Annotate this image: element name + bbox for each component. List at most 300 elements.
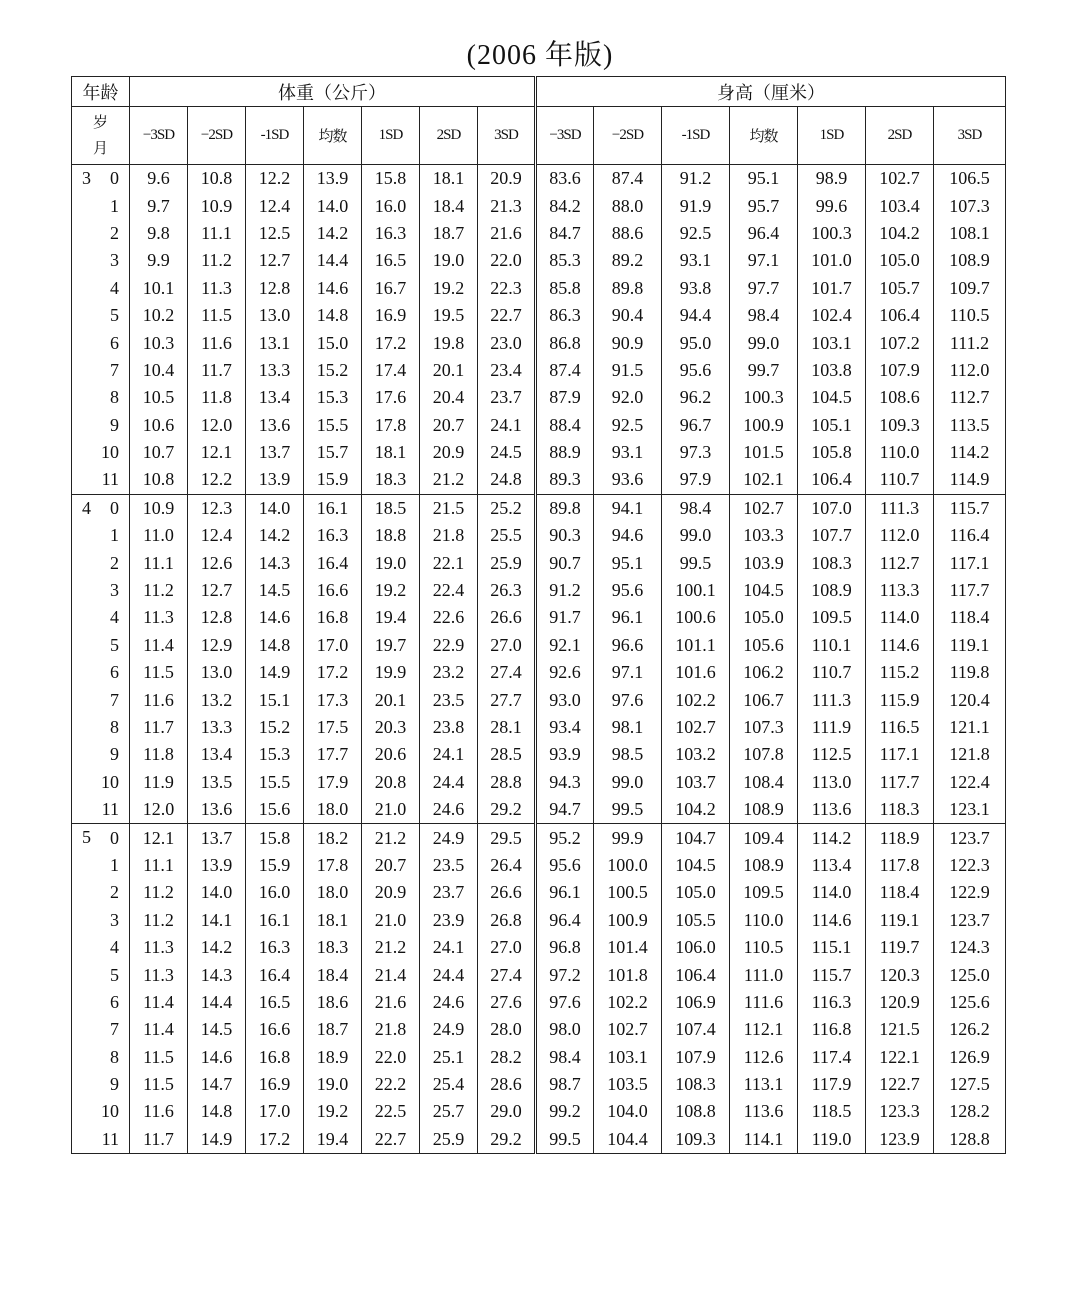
age-month: 0 — [110, 497, 119, 518]
height-cell: 117.8 — [866, 852, 934, 879]
weight-cell: 14.1 — [188, 907, 246, 934]
weight-cell: 14.0 — [188, 879, 246, 906]
table-row — [72, 714, 1006, 741]
table-row — [72, 275, 1006, 302]
weight-cell: 22.0 — [478, 247, 536, 274]
age-month: 11 — [101, 1128, 119, 1149]
height-cell: 118.5 — [798, 1098, 866, 1125]
height-cell: 121.1 — [934, 714, 1006, 741]
weight-col-header: 1SD — [362, 107, 420, 165]
age-month: 4 — [110, 277, 119, 298]
height-cell: 110.1 — [798, 632, 866, 659]
age-cell — [72, 357, 130, 384]
weight-cell: 24.6 — [420, 796, 478, 824]
weight-cell: 14.7 — [188, 1071, 246, 1098]
height-cell: 104.4 — [594, 1126, 662, 1154]
weight-cell: 25.9 — [478, 549, 536, 576]
age-month: 5 — [110, 964, 119, 985]
weight-cell: 21.6 — [362, 989, 420, 1016]
weight-cell: 20.7 — [362, 852, 420, 879]
height-cell: 116.3 — [798, 989, 866, 1016]
weight-cell: 15.5 — [304, 412, 362, 439]
weight-cell: 24.1 — [478, 412, 536, 439]
height-cell: 123.7 — [934, 907, 1006, 934]
height-cell: 94.7 — [536, 796, 594, 824]
height-cell: 97.7 — [730, 275, 798, 302]
height-cell: 112.7 — [934, 384, 1006, 411]
height-cell: 122.4 — [934, 769, 1006, 796]
weight-cell: 23.5 — [420, 852, 478, 879]
height-cell: 101.8 — [594, 961, 662, 988]
height-cell: 99.5 — [662, 549, 730, 576]
height-cell: 88.9 — [536, 439, 594, 466]
weight-cell: 14.5 — [246, 577, 304, 604]
height-cell: 115.7 — [798, 961, 866, 988]
height-cell: 102.4 — [798, 302, 866, 329]
height-cell: 107.3 — [730, 714, 798, 741]
weight-cell: 15.0 — [304, 329, 362, 356]
weight-cell: 14.8 — [188, 1098, 246, 1125]
weight-cell: 22.2 — [362, 1071, 420, 1098]
weight-cell: 11.9 — [130, 769, 188, 796]
weight-cell: 16.1 — [246, 907, 304, 934]
weight-cell: 12.7 — [188, 577, 246, 604]
height-cell: 101.6 — [662, 659, 730, 686]
weight-cell: 12.6 — [188, 549, 246, 576]
height-cell: 112.0 — [866, 522, 934, 549]
height-cell: 111.9 — [798, 714, 866, 741]
weight-cell: 26.3 — [478, 577, 536, 604]
weight-cell: 19.5 — [420, 302, 478, 329]
weight-cell: 20.1 — [420, 357, 478, 384]
age-month: 6 — [110, 991, 119, 1012]
weight-cell: 11.2 — [130, 879, 188, 906]
weight-cell: 11.4 — [130, 632, 188, 659]
weight-cell: 12.1 — [188, 439, 246, 466]
weight-cell: 19.8 — [420, 329, 478, 356]
age-month: 0 — [110, 827, 119, 848]
weight-cell: 17.5 — [304, 714, 362, 741]
age-cell — [72, 549, 130, 576]
weight-cell: 9.9 — [130, 247, 188, 274]
height-cell: 98.9 — [798, 165, 866, 193]
weight-cell: 16.9 — [246, 1071, 304, 1098]
weight-cell: 26.6 — [478, 604, 536, 631]
weight-cell: 27.4 — [478, 961, 536, 988]
height-cell: 111.0 — [730, 961, 798, 988]
height-cell: 99.0 — [594, 769, 662, 796]
height-cell: 96.7 — [662, 412, 730, 439]
weight-cell: 23.7 — [478, 384, 536, 411]
weight-cell: 24.1 — [420, 934, 478, 961]
height-cell: 120.4 — [934, 686, 1006, 713]
height-cell: 108.8 — [662, 1098, 730, 1125]
weight-cell: 20.7 — [420, 412, 478, 439]
height-cell: 95.7 — [730, 192, 798, 219]
height-cell: 120.3 — [866, 961, 934, 988]
table-row — [72, 384, 1006, 411]
age-cell — [72, 302, 130, 329]
table-row — [72, 357, 1006, 384]
table-row — [72, 577, 1006, 604]
height-cell: 102.7 — [662, 714, 730, 741]
height-cell: 106.4 — [798, 466, 866, 494]
height-cell: 119.7 — [866, 934, 934, 961]
height-cell: 89.3 — [536, 466, 594, 494]
height-cell: 97.6 — [536, 989, 594, 1016]
weight-cell: 13.7 — [188, 824, 246, 852]
height-cell: 117.1 — [866, 741, 934, 768]
weight-cell: 18.3 — [304, 934, 362, 961]
height-cell: 90.3 — [536, 522, 594, 549]
weight-cell: 10.9 — [130, 494, 188, 522]
weight-cell: 11.7 — [130, 714, 188, 741]
height-cell: 114.9 — [934, 466, 1006, 494]
weight-cell: 13.6 — [188, 796, 246, 824]
height-cell: 117.7 — [934, 577, 1006, 604]
weight-cell: 16.6 — [304, 577, 362, 604]
height-cell: 107.7 — [798, 522, 866, 549]
weight-cell: 21.0 — [362, 796, 420, 824]
height-cell: 117.1 — [934, 549, 1006, 576]
age-month: 5 — [110, 305, 119, 326]
weight-cell: 16.6 — [246, 1016, 304, 1043]
weight-cell: 26.4 — [478, 852, 536, 879]
height-cell: 96.4 — [536, 907, 594, 934]
weight-cell: 10.2 — [130, 302, 188, 329]
table-row — [72, 907, 1006, 934]
height-cell: 106.4 — [662, 961, 730, 988]
weight-col-header: 3SD — [478, 107, 536, 165]
height-cell: 93.0 — [536, 686, 594, 713]
height-cell: 98.4 — [536, 1044, 594, 1071]
height-cell: 114.0 — [798, 879, 866, 906]
height-cell: 106.7 — [730, 686, 798, 713]
height-cell: 114.6 — [866, 632, 934, 659]
weight-cell: 10.3 — [130, 329, 188, 356]
height-group-header: 身高（厘米） — [536, 77, 1006, 107]
height-cell: 95.6 — [594, 577, 662, 604]
table-row — [72, 989, 1006, 1016]
age-year: 3 — [82, 168, 91, 188]
height-cell: 114.6 — [798, 907, 866, 934]
height-cell: 113.6 — [730, 1098, 798, 1125]
weight-cell: 18.0 — [304, 879, 362, 906]
weight-cell: 12.8 — [188, 604, 246, 631]
height-cell: 96.6 — [594, 632, 662, 659]
weight-cell: 16.5 — [246, 989, 304, 1016]
height-cell: 111.6 — [730, 989, 798, 1016]
weight-cell: 21.8 — [362, 1016, 420, 1043]
weight-cell: 21.6 — [478, 220, 536, 247]
height-cell: 103.4 — [866, 192, 934, 219]
weight-cell: 11.7 — [188, 357, 246, 384]
weight-cell: 16.4 — [246, 961, 304, 988]
age-month: 10 — [101, 1101, 119, 1122]
height-cell: 86.8 — [536, 329, 594, 356]
age-cell — [72, 741, 130, 768]
weight-cell: 18.7 — [304, 1016, 362, 1043]
height-cell: 89.8 — [536, 494, 594, 522]
weight-cell: 11.3 — [130, 604, 188, 631]
weight-cell: 13.9 — [188, 852, 246, 879]
age-cell — [72, 961, 130, 988]
weight-cell: 14.8 — [304, 302, 362, 329]
weight-cell: 9.6 — [130, 165, 188, 193]
weight-cell: 28.1 — [478, 714, 536, 741]
height-cell: 128.2 — [934, 1098, 1006, 1125]
age-header: 年龄 — [72, 77, 130, 107]
weight-cell: 18.7 — [420, 220, 478, 247]
weight-cell: 14.2 — [246, 522, 304, 549]
height-cell: 113.1 — [730, 1071, 798, 1098]
weight-cell: 15.9 — [304, 466, 362, 494]
age-month: 4 — [110, 937, 119, 958]
weight-cell: 16.8 — [246, 1044, 304, 1071]
height-cell: 90.7 — [536, 549, 594, 576]
height-cell: 96.1 — [536, 879, 594, 906]
height-cell: 118.9 — [866, 824, 934, 852]
height-cell: 101.1 — [662, 632, 730, 659]
height-cell: 100.3 — [730, 384, 798, 411]
height-cell: 106.0 — [662, 934, 730, 961]
height-cell: 103.3 — [730, 522, 798, 549]
height-cell: 123.9 — [866, 1126, 934, 1154]
height-cell: 109.3 — [866, 412, 934, 439]
age-month-label: 月 — [92, 140, 108, 157]
height-cell: 113.5 — [934, 412, 1006, 439]
age-cell — [72, 824, 130, 852]
age-month: 1 — [110, 195, 119, 216]
table-row — [72, 824, 1006, 852]
age-month: 1 — [110, 525, 119, 546]
weight-cell: 26.8 — [478, 907, 536, 934]
height-cell: 92.1 — [536, 632, 594, 659]
height-cell: 86.3 — [536, 302, 594, 329]
height-cell: 93.4 — [536, 714, 594, 741]
weight-cell: 17.8 — [304, 852, 362, 879]
height-cell: 98.7 — [536, 1071, 594, 1098]
height-cell: 105.5 — [662, 907, 730, 934]
age-cell — [72, 466, 130, 494]
height-cell: 104.2 — [662, 796, 730, 824]
age-month: 11 — [101, 469, 119, 490]
height-cell: 115.2 — [866, 659, 934, 686]
height-cell: 94.6 — [594, 522, 662, 549]
weight-cell: 25.1 — [420, 1044, 478, 1071]
weight-cell: 16.8 — [304, 604, 362, 631]
height-cell: 119.1 — [866, 907, 934, 934]
weight-cell: 16.4 — [304, 549, 362, 576]
weight-cell: 11.3 — [188, 275, 246, 302]
height-cell: 110.7 — [866, 466, 934, 494]
weight-cell: 20.9 — [362, 879, 420, 906]
age-cell — [72, 1044, 130, 1071]
height-cell: 83.6 — [536, 165, 594, 193]
weight-cell: 12.4 — [188, 522, 246, 549]
height-cell: 118.4 — [866, 879, 934, 906]
age-cell — [72, 1098, 130, 1125]
height-cell: 91.2 — [662, 165, 730, 193]
height-col-header: 均数 — [730, 107, 798, 165]
height-cell: 107.4 — [662, 1016, 730, 1043]
height-cell: 122.1 — [866, 1044, 934, 1071]
weight-cell: 21.3 — [478, 192, 536, 219]
weight-cell: 21.0 — [362, 907, 420, 934]
weight-cell: 23.7 — [420, 879, 478, 906]
weight-cell: 11.4 — [130, 1016, 188, 1043]
age-cell — [72, 796, 130, 824]
weight-cell: 14.8 — [246, 632, 304, 659]
age-month: 7 — [110, 689, 119, 710]
weight-cell: 13.2 — [188, 686, 246, 713]
table-body — [72, 165, 1006, 1154]
table-row — [72, 522, 1006, 549]
weight-cell: 9.8 — [130, 220, 188, 247]
weight-cell: 11.4 — [130, 989, 188, 1016]
age-month: 6 — [110, 332, 119, 353]
height-cell: 97.1 — [730, 247, 798, 274]
height-cell: 93.6 — [594, 466, 662, 494]
weight-cell: 24.1 — [420, 741, 478, 768]
weight-cell: 11.5 — [130, 659, 188, 686]
height-cell: 95.6 — [536, 852, 594, 879]
weight-cell: 11.2 — [130, 577, 188, 604]
age-cell — [72, 714, 130, 741]
height-cell: 104.5 — [730, 577, 798, 604]
height-cell: 92.0 — [594, 384, 662, 411]
height-cell: 115.9 — [866, 686, 934, 713]
weight-cell: 15.5 — [246, 769, 304, 796]
age-cell — [72, 934, 130, 961]
weight-cell: 14.4 — [188, 989, 246, 1016]
height-cell: 117.9 — [798, 1071, 866, 1098]
weight-cell: 14.3 — [188, 961, 246, 988]
weight-cell: 11.0 — [130, 522, 188, 549]
weight-cell: 17.0 — [304, 632, 362, 659]
height-cell: 102.2 — [594, 989, 662, 1016]
age-month: 9 — [110, 414, 119, 435]
age-cell — [72, 220, 130, 247]
weight-cell: 15.2 — [304, 357, 362, 384]
height-cell: 101.5 — [730, 439, 798, 466]
height-cell: 128.8 — [934, 1126, 1006, 1154]
weight-cell: 11.5 — [130, 1071, 188, 1098]
height-col-header: 3SD — [934, 107, 1006, 165]
table-row — [72, 165, 1006, 193]
weight-cell: 20.8 — [362, 769, 420, 796]
weight-cell: 13.4 — [246, 384, 304, 411]
height-cell: 114.2 — [934, 439, 1006, 466]
age-month: 2 — [110, 882, 119, 903]
height-cell: 88.4 — [536, 412, 594, 439]
height-cell: 102.7 — [594, 1016, 662, 1043]
weight-cell: 29.0 — [478, 1098, 536, 1125]
height-cell: 119.8 — [934, 659, 1006, 686]
weight-cell: 24.4 — [420, 769, 478, 796]
weight-cell: 29.5 — [478, 824, 536, 852]
weight-cell: 18.2 — [304, 824, 362, 852]
height-cell: 106.4 — [866, 302, 934, 329]
age-month: 10 — [101, 771, 119, 792]
weight-cell: 24.9 — [420, 824, 478, 852]
weight-cell: 16.3 — [304, 522, 362, 549]
weight-cell: 15.3 — [304, 384, 362, 411]
height-cell: 91.9 — [662, 192, 730, 219]
age-month: 2 — [110, 222, 119, 243]
table-row — [72, 549, 1006, 576]
age-cell — [72, 769, 130, 796]
height-cell: 93.1 — [662, 247, 730, 274]
height-cell: 97.9 — [662, 466, 730, 494]
weight-col-header: -1SD — [246, 107, 304, 165]
height-cell: 117.7 — [866, 769, 934, 796]
height-cell: 102.7 — [866, 165, 934, 193]
height-cell: 108.3 — [798, 549, 866, 576]
weight-cell: 20.1 — [362, 686, 420, 713]
height-cell: 126.9 — [934, 1044, 1006, 1071]
weight-cell: 29.2 — [478, 796, 536, 824]
age-cell — [72, 439, 130, 466]
weight-cell: 21.5 — [420, 494, 478, 522]
table-row — [72, 961, 1006, 988]
age-cell — [72, 247, 130, 274]
weight-col-header: −2SD — [188, 107, 246, 165]
height-cell: 99.6 — [798, 192, 866, 219]
height-cell: 111.3 — [866, 494, 934, 522]
height-cell: 105.0 — [662, 879, 730, 906]
table-row — [72, 466, 1006, 494]
height-cell: 108.9 — [730, 796, 798, 824]
height-cell: 116.5 — [866, 714, 934, 741]
height-cell: 96.1 — [594, 604, 662, 631]
weight-cell: 18.1 — [304, 907, 362, 934]
height-cell: 109.5 — [798, 604, 866, 631]
height-cell: 122.7 — [866, 1071, 934, 1098]
weight-cell: 17.2 — [362, 329, 420, 356]
weight-cell: 24.4 — [420, 961, 478, 988]
weight-cell: 17.0 — [246, 1098, 304, 1125]
weight-cell: 14.6 — [188, 1044, 246, 1071]
height-cell: 113.0 — [798, 769, 866, 796]
weight-cell: 11.7 — [130, 1126, 188, 1154]
weight-cell: 10.5 — [130, 384, 188, 411]
age-month: 9 — [110, 1074, 119, 1095]
height-cell: 92.5 — [594, 412, 662, 439]
height-cell: 100.0 — [594, 852, 662, 879]
height-cell: 94.1 — [594, 494, 662, 522]
table-row — [72, 1071, 1006, 1098]
height-cell: 98.1 — [594, 714, 662, 741]
height-cell: 96.8 — [536, 934, 594, 961]
table-row — [72, 1016, 1006, 1043]
height-cell: 110.5 — [730, 934, 798, 961]
age-cell — [72, 1071, 130, 1098]
weight-cell: 14.9 — [188, 1126, 246, 1154]
age-cell — [72, 494, 130, 522]
height-cell: 126.2 — [934, 1016, 1006, 1043]
weight-cell: 20.4 — [420, 384, 478, 411]
weight-cell: 13.5 — [188, 769, 246, 796]
weight-group-header: 体重（公斤） — [130, 77, 536, 107]
table-row — [72, 879, 1006, 906]
weight-cell: 28.0 — [478, 1016, 536, 1043]
table-row — [72, 1044, 1006, 1071]
age-month: 8 — [110, 1046, 119, 1067]
height-cell: 95.1 — [730, 165, 798, 193]
table-row — [72, 741, 1006, 768]
height-cell: 100.1 — [662, 577, 730, 604]
